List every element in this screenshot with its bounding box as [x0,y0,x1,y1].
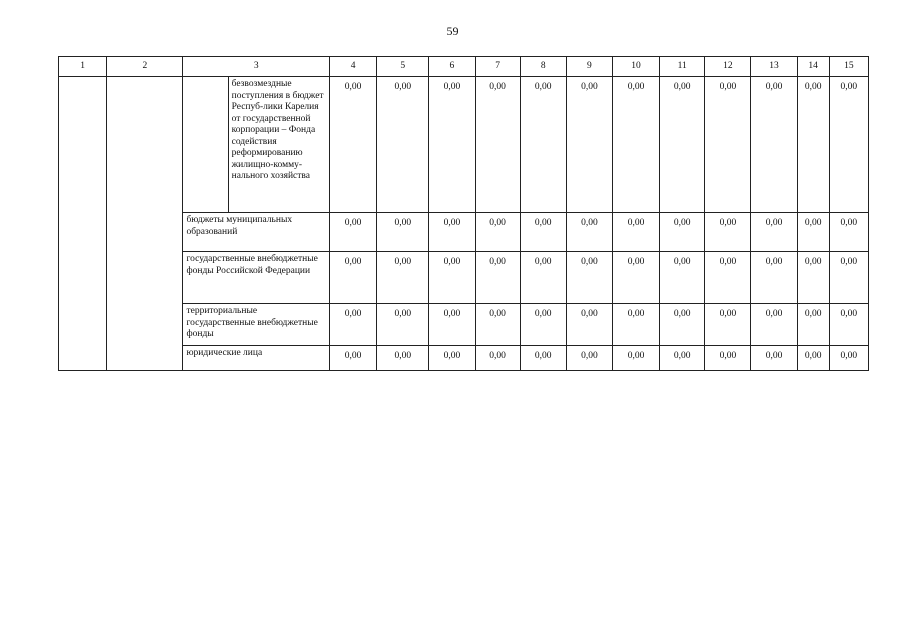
value-cell: 0,00 [475,252,520,304]
value-cell: 0,00 [566,213,612,252]
value-cell: 0,00 [751,77,797,213]
value-cell: 0,00 [520,77,566,213]
value-cell: 0,00 [329,346,376,371]
value-cell: 0,00 [829,346,868,371]
value-cell: 0,00 [566,304,612,346]
value-cell: 0,00 [705,304,751,346]
value-cell: 0,00 [377,213,429,252]
page-number: 59 [446,24,459,38]
value-cell: 0,00 [797,304,829,346]
value-cell: 0,00 [829,252,868,304]
value-cell: 0,00 [377,77,429,213]
value-cell: 0,00 [751,213,797,252]
value-cell: 0,00 [751,252,797,304]
value-cell: 0,00 [660,304,705,346]
column-header: 5 [377,57,429,77]
value-cell: 0,00 [612,77,659,213]
value-cell: 0,00 [329,77,376,213]
value-cell: 0,00 [429,304,475,346]
column-header: 10 [612,57,659,77]
value-cell: 0,00 [612,213,659,252]
value-cell: 0,00 [429,252,475,304]
value-cell: 0,00 [475,213,520,252]
value-cell: 0,00 [797,252,829,304]
column-header: 3 [183,57,330,77]
column-header-row [59,57,869,77]
value-cell: 0,00 [566,77,612,213]
value-cell: 0,00 [797,213,829,252]
table-row [59,77,869,213]
row-label: безвозмездные поступления в бюджет Респуб-лики Карелия от государственной корпорации – Фонда содействия реформированию жилищно-комму-нального хозяйства [228,77,329,213]
value-cell: 0,00 [329,213,376,252]
value-cell: 0,00 [660,77,705,213]
value-cell: 0,00 [612,252,659,304]
column-header: 6 [429,57,475,77]
value-cell: 0,00 [751,304,797,346]
row-label: бюджеты муниципальных образований [183,213,330,252]
column-header: 7 [475,57,520,77]
value-cell: 0,00 [475,77,520,213]
value-cell: 0,00 [566,346,612,371]
column-header: 1 [59,57,107,77]
row-label: территориальные государственные внебюджетные фонды [183,304,330,346]
value-cell: 0,00 [377,304,429,346]
value-cell: 0,00 [377,252,429,304]
value-cell: 0,00 [829,213,868,252]
value-cell: 0,00 [612,346,659,371]
row-label: государственные внебюджетные фонды Российской Федерации [183,252,330,304]
column-header: 15 [829,57,868,77]
value-cell: 0,00 [660,213,705,252]
value-cell: 0,00 [377,346,429,371]
column-header: 11 [660,57,705,77]
column-header: 13 [751,57,797,77]
value-cell: 0,00 [612,304,659,346]
value-cell: 0,00 [705,346,751,371]
value-cell: 0,00 [566,252,612,304]
empty-cell [59,77,107,371]
value-cell: 0,00 [797,346,829,371]
empty-cell [183,77,228,213]
value-cell: 0,00 [520,346,566,371]
value-cell: 0,00 [797,77,829,213]
value-cell: 0,00 [705,77,751,213]
column-header: 9 [566,57,612,77]
value-cell: 0,00 [520,304,566,346]
value-cell: 0,00 [660,252,705,304]
value-cell: 0,00 [475,304,520,346]
value-cell: 0,00 [829,77,868,213]
value-cell: 0,00 [429,346,475,371]
value-cell: 0,00 [520,213,566,252]
row-label: юридические лица [183,346,330,371]
value-cell: 0,00 [329,304,376,346]
column-header: 4 [329,57,376,77]
column-header: 14 [797,57,829,77]
value-cell: 0,00 [429,77,475,213]
column-header: 2 [107,57,183,77]
value-cell: 0,00 [329,252,376,304]
value-cell: 0,00 [705,252,751,304]
value-cell: 0,00 [520,252,566,304]
column-header: 12 [705,57,751,77]
value-cell: 0,00 [429,213,475,252]
budget-table [58,56,869,371]
value-cell: 0,00 [751,346,797,371]
value-cell: 0,00 [660,346,705,371]
value-cell: 0,00 [475,346,520,371]
value-cell: 0,00 [705,213,751,252]
empty-cell [107,77,183,371]
value-cell: 0,00 [829,304,868,346]
column-header: 8 [520,57,566,77]
